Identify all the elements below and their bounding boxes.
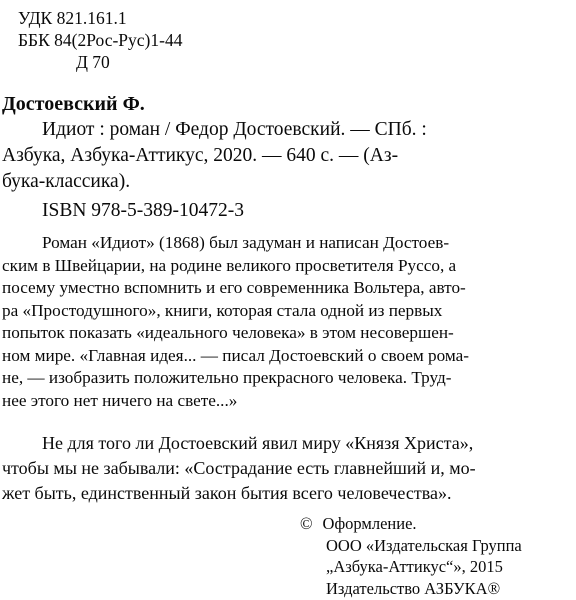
bbk-code: ББК 84(2Рос-Рус)1-44 [18,30,183,50]
annotation-line: посему уместно вспомнить и его современника Вольтера, авто- [2,278,466,297]
biblio-line-2: Азбука, Азбука-Аттикус, 2020. — 640 с. — (Аз- [2,145,399,166]
paragraph-line: Не для того ли Достоевский явил миру «Князя Христа», [42,433,474,453]
copyright-line-1 [300,513,570,535]
isbn: ISBN 978-5-389-10472-3 [42,200,245,221]
annotation-line: ским в Швейцарии, на родине великого просветителя Руссо, а [2,255,457,275]
annotation-line: Роман «Идиот» (1868) был задуман и написан Достоев- [42,233,450,252]
paragraph-line: чтобы мы не забывали: «Сострадание есть главнейший и, мо- [2,458,476,478]
author-mark: Д 70 [76,52,110,72]
classification-codes [18,7,182,73]
bibliographic-record [2,117,568,224]
annotation-line: ном мире. «Главная идея... — писал Достоевский о своем рома- [2,345,470,365]
second-paragraph [2,431,568,506]
annotation-line: попыток показать «идеального человека» в этом несовершен- [2,323,454,342]
copyright-line-2: ООО «Издательская Группа [326,535,522,555]
copyright-design-label: Оформление. [322,514,417,533]
biblio-line-3: бука-классика). [2,171,131,192]
copyright-block [300,513,570,599]
copyright-line-4: Издательство АЗБУКА® [326,578,501,598]
author-heading: Достоевский Ф. [2,93,145,115]
paragraph-line: жет быть, единственный закон бытия всего человечества». [2,483,452,503]
annotation [2,232,568,412]
biblio-line-1: Идиот : роман / Федор Достоевский. — СПб. : [42,119,427,140]
annotation-line: нее этого нет ничего на свете...» [2,390,238,410]
udk-code: УДК 821.161.1 [18,8,127,28]
copyright-symbol: © [300,514,313,533]
copyright-line-3: „Азбука-Аттикус“», 2015 [326,557,503,576]
annotation-line: ра «Простодушного», книги, которая стала одной из первых [2,300,443,320]
annotation-line: не, — изобразить положительно прекрасного человека. Труд- [2,368,452,387]
